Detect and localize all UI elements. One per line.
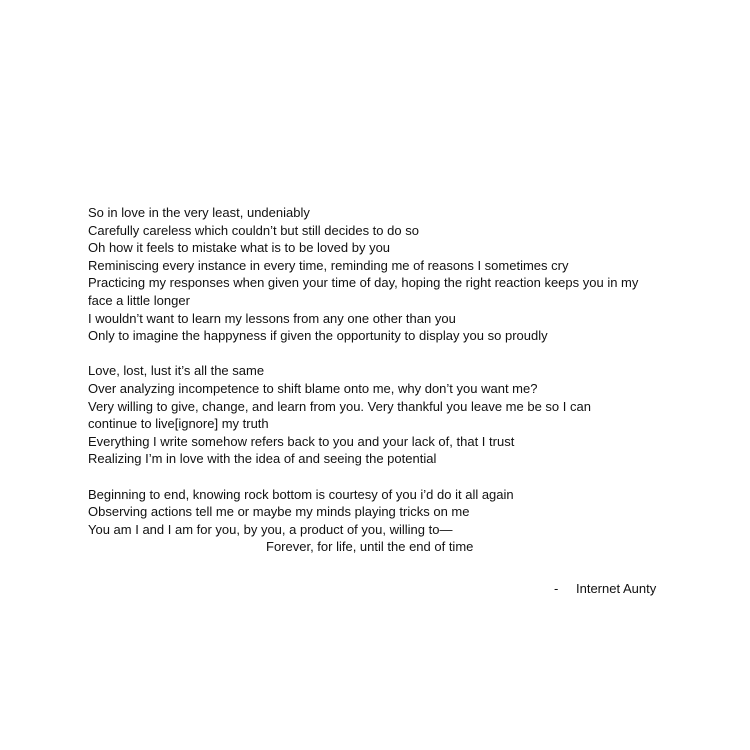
stanza-2	[88, 362, 678, 468]
poem-line: You am I and I am for you, by you, a product of you, willing to—	[88, 521, 453, 537]
stanza-3	[88, 486, 678, 556]
poem-line: Only to imagine the happyness if given the opportunity to display you so proudly	[88, 328, 548, 344]
poem-line: continue to live[ignore] my truth	[88, 416, 269, 432]
poem-line: Observing actions tell me or maybe my minds playing tricks on me	[88, 504, 470, 520]
poem-line: Carefully careless which couldn’t but still decides to do so	[88, 222, 419, 238]
poem-line: Reminiscing every instance in every time, reminding me of reasons I sometimes cry	[88, 257, 569, 273]
author-name: Internet Aunty	[576, 581, 657, 596]
poem-line: face a little longer	[88, 292, 190, 308]
signature-dash: -	[554, 581, 559, 596]
stanza-gap	[88, 468, 678, 486]
poem-body	[88, 204, 678, 556]
closing-line: Forever, for life, until the end of time	[266, 539, 474, 555]
poem-line: Over analyzing incompetence to shift blame onto me, why don’t you want me?	[88, 380, 538, 396]
poem-line: Love, lost, lust it’s all the same	[88, 363, 265, 379]
poem-line: Very willing to give, change, and learn from you. Very thankful you leave me be so I can	[88, 398, 591, 414]
poem-line: I wouldn’t want to learn my lessons from any one other than you	[88, 310, 456, 326]
poem-line: Oh how it feels to mistake what is to be loved by you	[88, 240, 391, 256]
poem-line: Everything I write somehow refers back to you and your lack of, that I trust	[88, 433, 515, 449]
stanza-gap	[88, 345, 678, 363]
stanza-1	[88, 204, 678, 345]
poem-line: So in love in the very least, undeniably	[88, 205, 310, 220]
signature	[554, 580, 656, 598]
poem-line: Practicing my responses when given your time of day, hoping the right reaction keeps you in my	[88, 275, 639, 291]
poem-line: Beginning to end, knowing rock bottom is courtesy of you i’d do it all again	[88, 486, 514, 502]
poem-line: Realizing I’m in love with the idea of and seeing the potential	[88, 451, 437, 467]
